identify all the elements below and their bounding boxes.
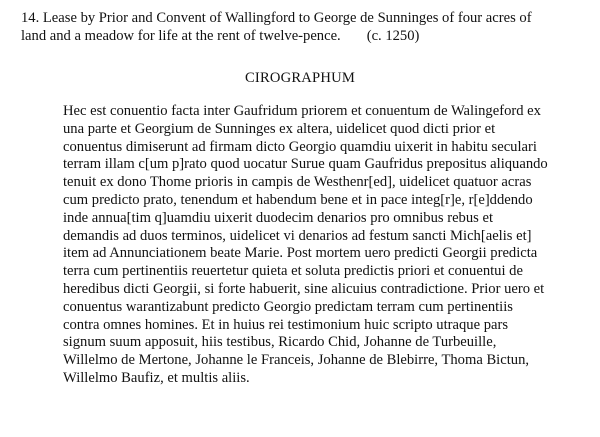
charter-line: demandis ad duos terminos, uidelicet vi denarios ad festum sancti Mich[aelis et]: [63, 227, 532, 244]
charter-line: conuentus warantizabunt predicto Georgio predictam terram cum pertinentiis: [63, 298, 513, 315]
charter-line: inde annua[tim q]uamdiu uixerit duodecim denarios pro omnibus rebus et: [63, 209, 494, 226]
charter-line: una parte et Georgium de Sunninges ex altera, uidelicet quod dicti prior et: [63, 120, 496, 137]
charter-line: terram illam c[um p]rato quod uocatur Surue quam Gaufridus prepositus aliquando: [63, 156, 548, 173]
charter-line: terra cum pertinentiis reuertetur quieta et soluta predictis priori et conuentui de: [63, 263, 523, 280]
charter-line: signum suum apposuit, hiis testibus, Ricardo Chid, Johanne de Turbeuille,: [63, 334, 497, 351]
charter-line: Hec est conuentio facta inter Gaufridum priorem et conuentum de Walingeford ex: [63, 103, 541, 119]
charter-line: Willelmo de Mertone, Johanne le Franceis, Johanne de Blebirre, Thoma Bictun,: [63, 352, 530, 369]
charter-line: cum predicto prato, tenendum et habendum bene et in pace integ[r]e, r[e]ddendo: [63, 191, 533, 208]
heading-date: (c. 1250): [366, 28, 420, 44]
charter-line: Willelmo Baufiz, et multis aliis.: [63, 369, 250, 386]
charter-line: conuentus dimiserunt ad firmam dicto Georgio quamdiu uixerit in habitu seculari: [63, 138, 537, 155]
charter-line: item ad Annunciationem beate Marie. Post mortem uero predicti Georgii predicta: [63, 245, 538, 262]
charter-line: tenuit ex dono Thome prioris in campis de Westhenr[ed], uidelicet quatuor acras: [63, 174, 532, 191]
heading-line-2: land and a meadow for life at the rent of twelve-pence.: [21, 28, 341, 44]
charter-line: contra omnes homines. Et in huius rei testimonium huic scripto utraque pars: [63, 316, 509, 333]
charter-text: [63, 103, 598, 388]
charter-line: heredibus dicti Georgii, si forte habuerit, sine alicuius contradictione. Prior uero et: [63, 280, 545, 297]
document-heading: [21, 9, 596, 45]
document-subtitle: CIROGRAPHUM: [244, 70, 356, 86]
heading-line-1: 14. Lease by Prior and Convent of Wallingford to George de Sunninges of four acres of: [21, 10, 532, 26]
